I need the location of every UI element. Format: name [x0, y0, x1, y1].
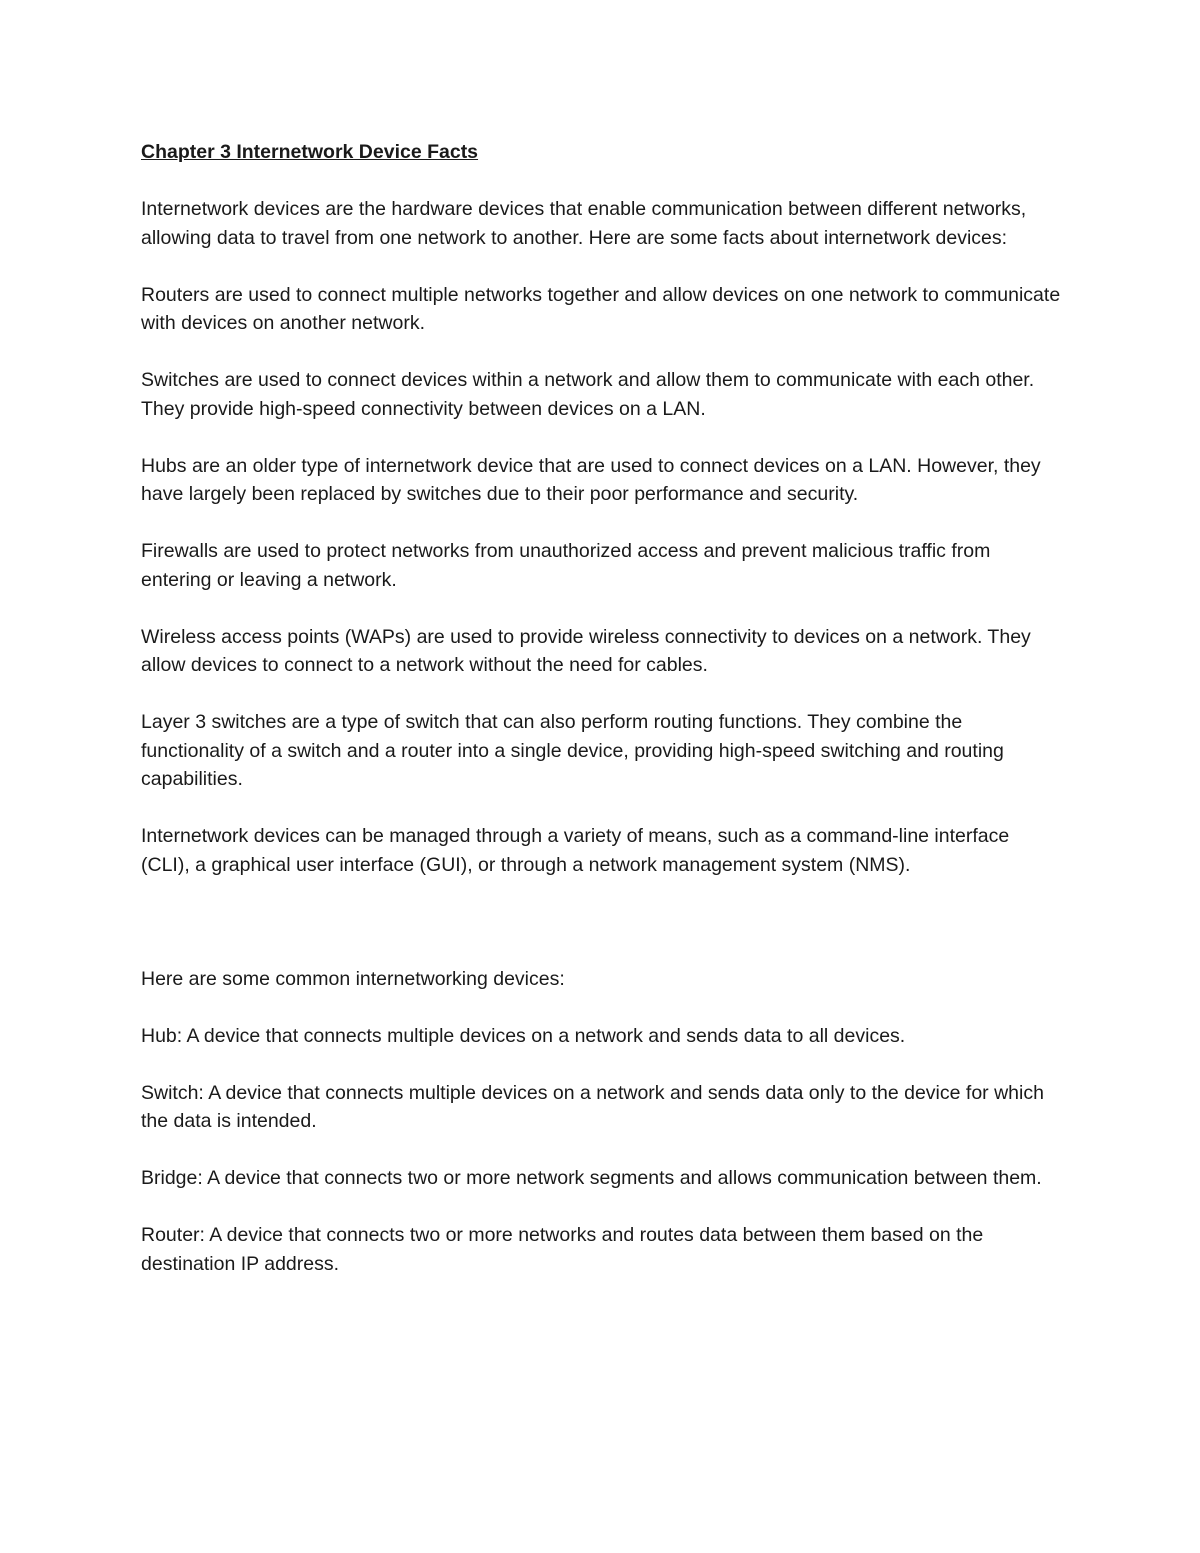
paragraph-routers: Routers are used to connect multiple networks together and allow devices on one network to communicate with devices on another network. [141, 283, 1061, 334]
paragraph-management: Internetwork devices can be managed through a variety of means, such as a command-line interface (CLI), a graphical user interface (GUI), or through a network management system (NMS). [141, 825, 1010, 876]
device-router: Router: A device that connects two or more networks and routes data between them based on the destination IP address. [141, 1224, 984, 1275]
paragraph-hubs: Hubs are an older type of internetwork device that are used to connect devices on a LAN. However, they have largely been replaced by switches due to their poor performance and security. [141, 454, 1041, 505]
document-title: Chapter 3 Internetwork Device Facts [141, 141, 479, 163]
device-hub: Hub: A device that connects multiple devices on a network and sends data to all devices. [141, 1024, 906, 1047]
paragraph-firewalls: Firewalls are used to protect networks from unauthorized access and prevent malicious traffic from entering or leaving a network. [141, 540, 991, 591]
paragraph-intro: Internetwork devices are the hardware devices that enable communication between different networks, allowing data to travel from one network to another. Here are some facts about internetwork devices: [141, 198, 1027, 249]
section-spacer [141, 908, 1061, 965]
paragraph-waps: Wireless access points (WAPs) are used to provide wireless connectivity to devices on a network. They allow devices to connect to a network without the need for cables. [141, 625, 1031, 676]
paragraph-layer3-switches: Layer 3 switches are a type of switch that can also perform routing functions. They combine the functionality of a switch and a router into a single device, providing high-speed switching and routing capabilities. [141, 711, 1004, 790]
device-bridge: Bridge: A device that connects two or more network segments and allows communication between them. [141, 1167, 1042, 1189]
document-body [141, 138, 1061, 1307]
common-devices-intro: Here are some common internetworking devices: [141, 967, 565, 990]
paragraph-switches: Switches are used to connect devices within a network and allow them to communicate with each other. They provide high-speed connectivity between devices on a LAN. [141, 369, 1035, 420]
device-switch: Switch: A device that connects multiple devices on a network and sends data only to the device for which the data is intended. [141, 1081, 1044, 1132]
